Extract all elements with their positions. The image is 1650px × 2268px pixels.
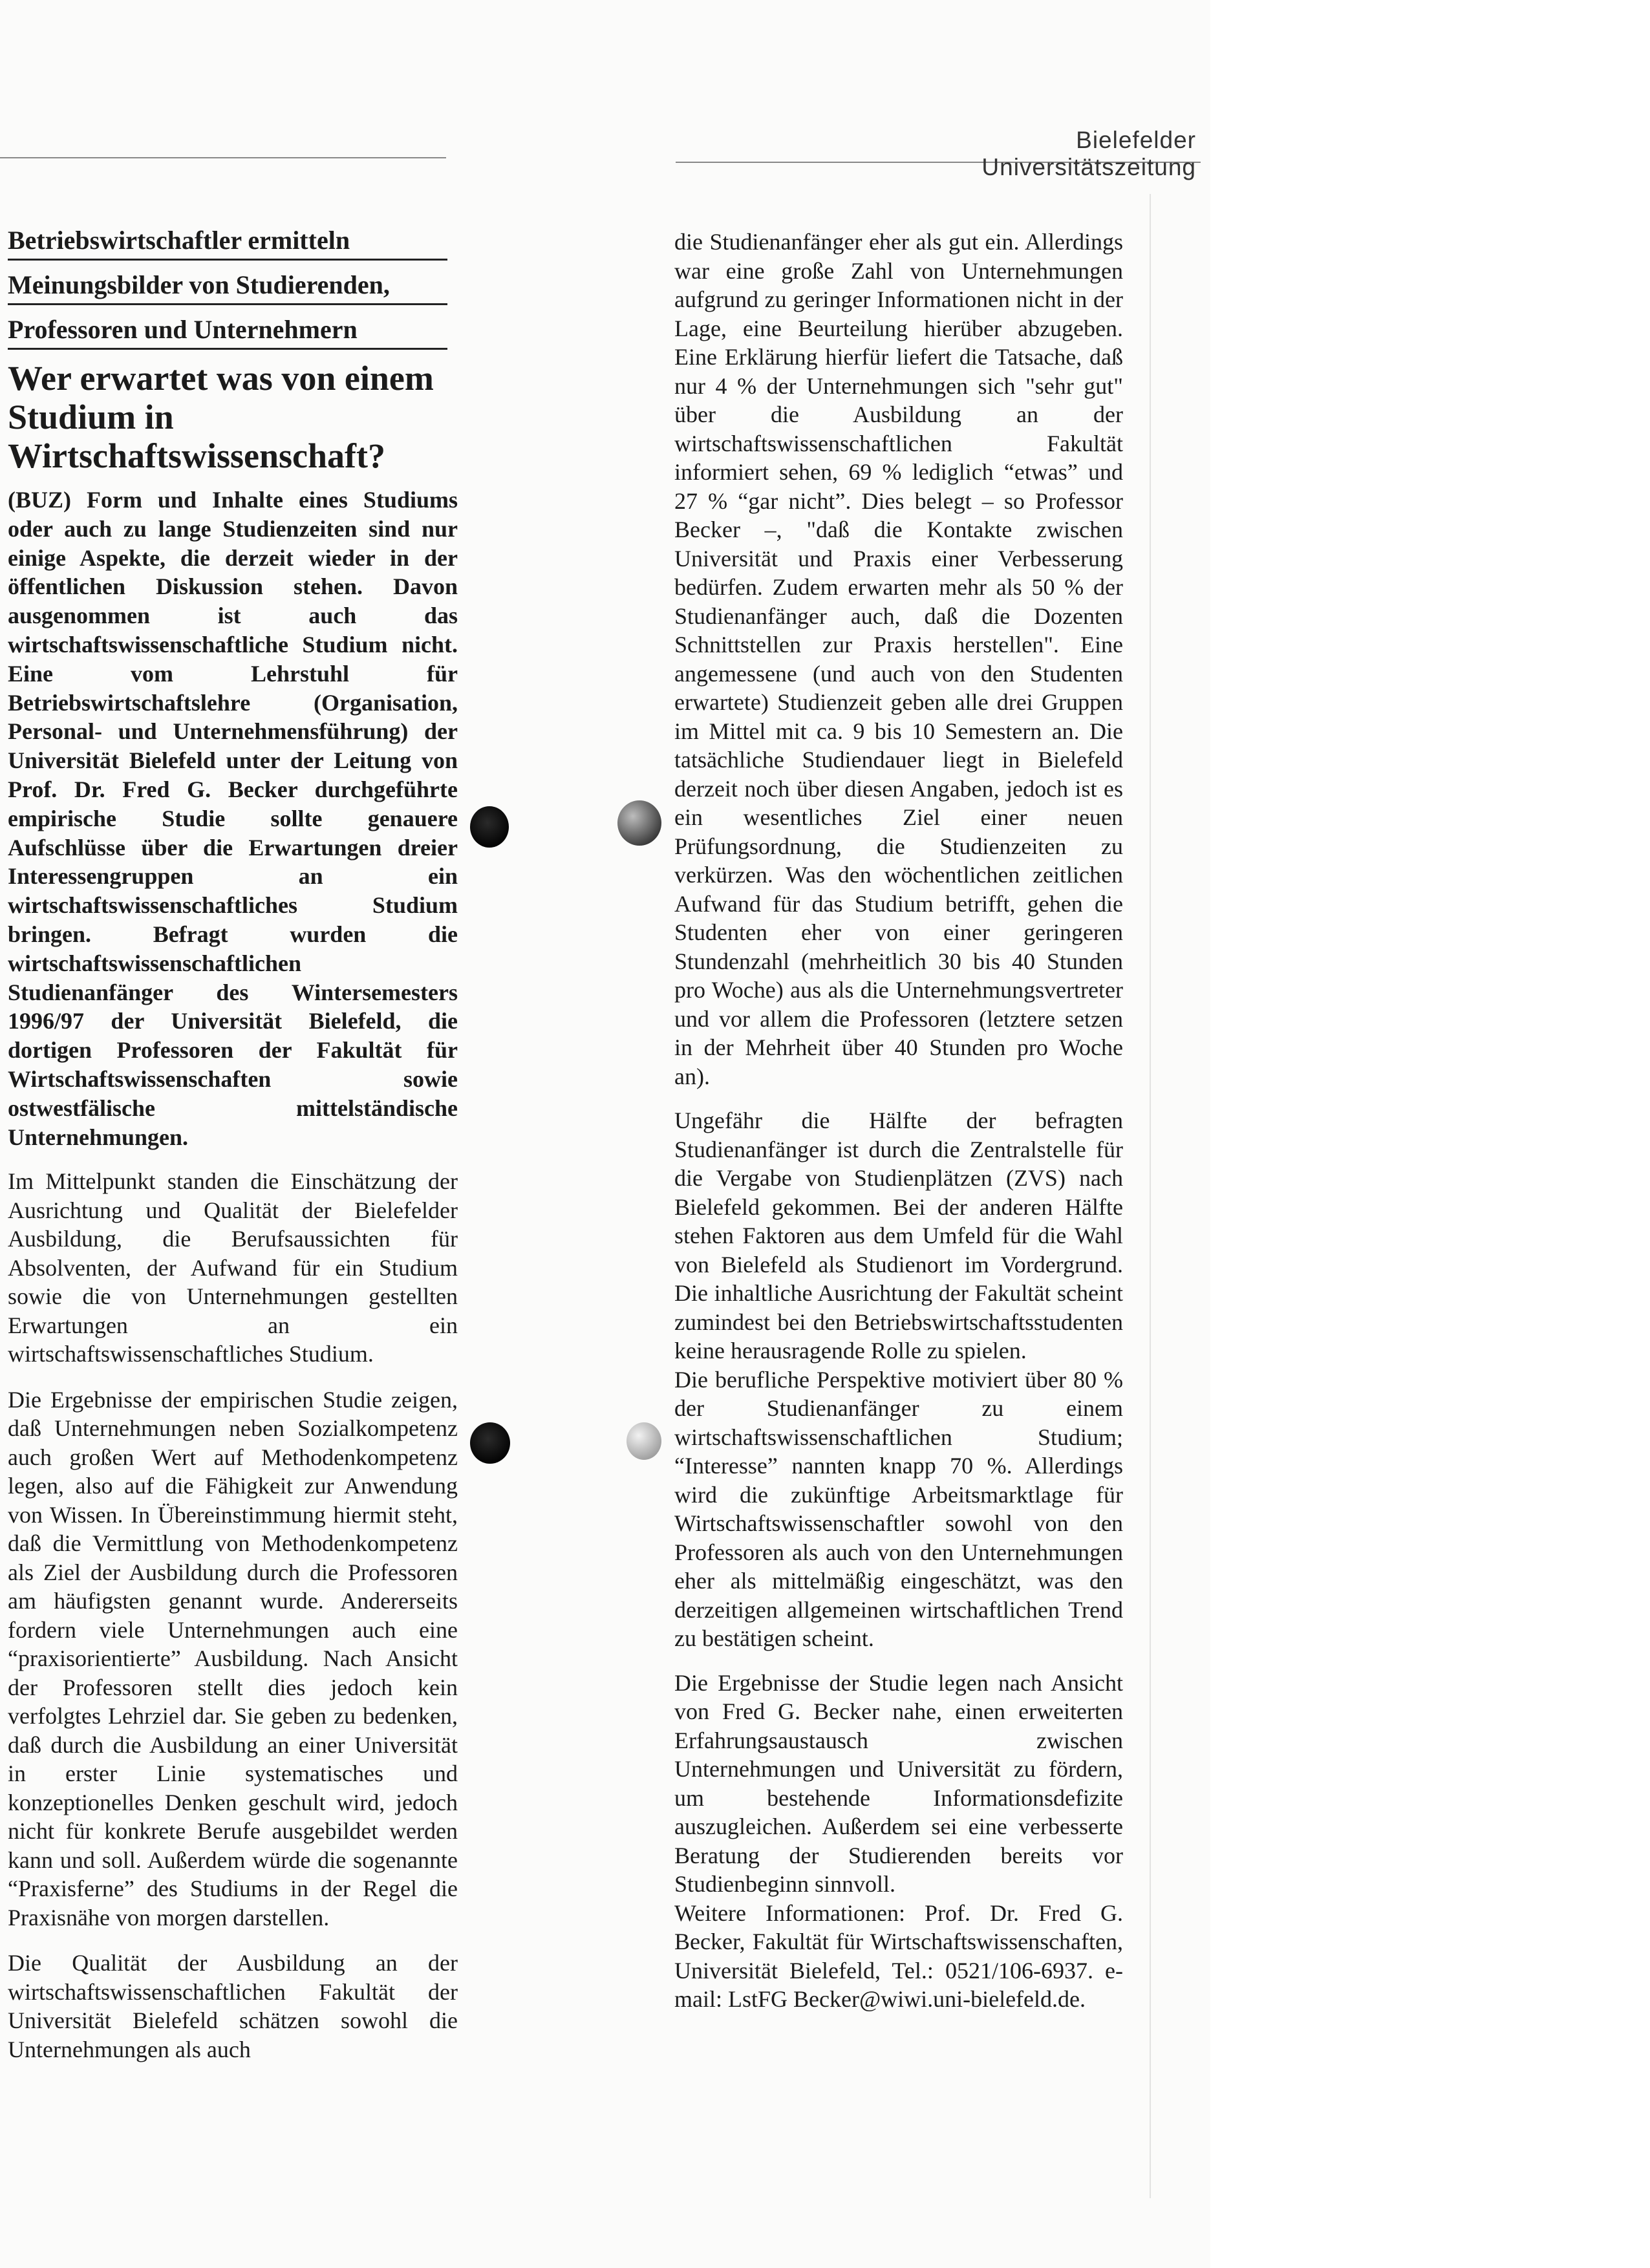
kicker-line: Professoren und Unternehmern — [8, 314, 447, 350]
article-paragraph: Die berufliche Perspektive motiviert über 80 % der Studienanfänger zu einem wirtschaftswissenschaftlichen Studium; “Interesse” nannten knapp 70 %. Allerdings wird die zukünftige Arbeitsmarktlage für Wirtschaftswissenschaftler sowohl von den Professoren als auch von den Unternehmungen eher als mittelmäßig eingeschätzt, was den derzeitigen allgemeinen wirtschaftlichen Trend zu bestätigen scheint. — [674, 1366, 1123, 1651]
punch-hole-right-upper — [617, 800, 661, 846]
article-paragraph: Die Ergebnisse der empirischen Studie zeigen, daß Unternehmungen neben Sozialkompetenz auch großen Wert auf Methodenkompetenz legen, also auf die Fähigkeit zur Anwendung von Wissen. In Übereinstimmung hiermit steht, daß die Vermittlung von Methodenkompetenz als Ziel der Ausbildung durch die Professoren am häufigsten genannt wurde. Andererseits fordern viele Unternehmungen auch eine “praxisorientierte” Ausbildung. Nach Ansicht der Professoren stellt dies jedoch kein verfolgtes Lehrziel dar. Sie geben zu bedenken, daß durch die Ausbildung an einer Universität in erster Linie systematisches und konzeptionelles Denken geschult wird, jedoch nicht für konkrete Berufe ausgebildet werden kann und soll. Außerdem würde die sogenannte “Praxisferne” des Studiums in der Regel die Praxisnähe von morgen darstellen. — [8, 1386, 458, 1931]
article-paragraph: Im Mittelpunkt standen die Einschätzung der Ausrichtung und Qualität der Bielefelder Ausbildung, die Berufsaussichten für Absolventen, der Aufwand für ein Studium sowie die von Unternehmungen gestellten Erwartungen an ein wirtschaftswissenschaftliches Studium. — [8, 1168, 458, 1367]
punch-hole-left-upper — [470, 806, 509, 848]
article-headline: Wer erwartet was von einem Studium in Wirtschaftswissenschaft? — [8, 359, 434, 475]
kicker-line: Meinungsbilder von Studierenden, — [8, 270, 447, 305]
article-paragraph: die Studienanfänger eher als gut ein. Allerdings war eine große Zahl von Unternehmungen aufgrund zu geringer Informationen nicht in der Lage, eine Beurteilung hierüber abzugeben. Eine Erklärung hierfür liefert die Tatsache, daß nur 4 % der Unternehmungen sich "sehr gut" über die Ausbildung an der wirtschaftswissenschaftlichen Fakultät informiert sehen, 69 % lediglich “etwas” und 27 % “gar nicht”. Dies belegt – so Professor Becker –, "daß die Kontakte zwischen Universität und Praxis einer Verbesserung bedürfen. Zudem erwarten mehr als 50 % der Studienanfänger auch, daß die Dozenten Schnittstellen zur Praxis herstellen". Eine angemessene (und auch von den Studenten erwartete) Studienzeit geben alle drei Gruppen im Mittel mit ca. 9 bis 10 Semestern an. Die tatsächliche Studiendauer liegt in Bielefeld derzeit noch über diesen Angaben, jedoch ist es ein wesentliches Ziel einer neuen Prüfungsordnung, die Studienzeiten zu verkürzen. Was den wöchentlichen zeitlichen Aufwand für das Studium betrifft, gehen die Studenten eher von einer geringeren Stundenzahl (mehrheitlich 30 bis 40 Stunden pro Woche) aus als die Unternehmungsvertreter und vor allem die Professoren (letztere setzen in der Mehrheit über 40 Stunden pro Woche an). — [674, 229, 1123, 1089]
publication-name: Bielefelder Universitätszeitung — [981, 127, 1196, 180]
punch-hole-right-lower — [627, 1422, 661, 1460]
punch-hole-left-lower — [470, 1422, 510, 1464]
article-paragraph: Die Ergebnisse der Studie legen nach Ansicht von Fred G. Becker nahe, einen erweiterten Erfahrungsaustausch zwischen Unternehmungen und Universität zu fördern, um bestehende Informationsdefizite auszugleichen. Außerdem sei eine verbesserte Beratung der Studierenden bereits vor Studienbeginn sinnvoll. — [674, 1669, 1123, 1897]
article-lead: (BUZ) Form und Inhalte eines Studiums oder auch zu lange Studienzeiten sind nur einige Aspekte, die derzeit wieder in der öffentlichen Diskussion stehen. Davon ausgenommen ist auch das wirtschaftswissenschaftliche Studium nicht. Eine vom Lehrstuhl für Betriebswirtschaftslehre (Organisation, Personal- und Unternehmensführung) der Universität Bielefeld unter der Leitung von Prof. Dr. Fred G. Becker durchgeführte empirische Studie sollte genauere Aufschlüsse über die Erwartungen dreier Interessengruppen an ein wirtschaftswissenschaftliches Studium bringen. Befragt wurden die wirtschaftswissenschaftlichen Studienanfänger des Wintersemesters 1996/97 der Universität Bielefeld, die dortigen Professoren der Fakultät für Wirtschaftswissenschaften sowie ostwestfälische mittelständische Unternehmungen. — [8, 487, 458, 1150]
article-column-right — [674, 228, 1123, 2014]
kicker-line: Betriebswirtschaftler ermitteln — [8, 225, 447, 261]
article-paragraph: Ungefähr die Hälfte der befragten Studienanfänger ist durch die Zentralstelle für die Vergabe von Studienplätzen (ZVS) nach Bielefeld gekommen. Bei der anderen Hälfte stehen Faktoren aus dem Umfeld für die Wahl von Bielefeld als Studienort im Vordergrund. Die inhaltliche Ausrichtung der Fakultät scheint zumindest bei den Betriebswirtschaftsstudenten keine herausragende Rolle zu spielen. — [674, 1107, 1123, 1364]
header-rule-left — [0, 157, 446, 158]
fold-line — [1150, 194, 1151, 2198]
page-margin — [1210, 0, 1650, 2268]
article-column-left — [8, 225, 458, 2064]
article-paragraph: Die Qualität der Ausbildung an der wirtschaftswissenschaftlichen Fakultät der Universität Bielefeld schätzen sowohl die Unternehmungen als auch — [8, 1950, 458, 2062]
contact-info: Weitere Informationen: Prof. Dr. Fred G. Becker, Fakultät für Wirtschaftswissenschaften, Universität Bielefeld, Tel.: 0521/106-6937. e-mail: LstFG Becker@wiwi.uni-bielefeld.de. — [674, 1899, 1123, 2012]
